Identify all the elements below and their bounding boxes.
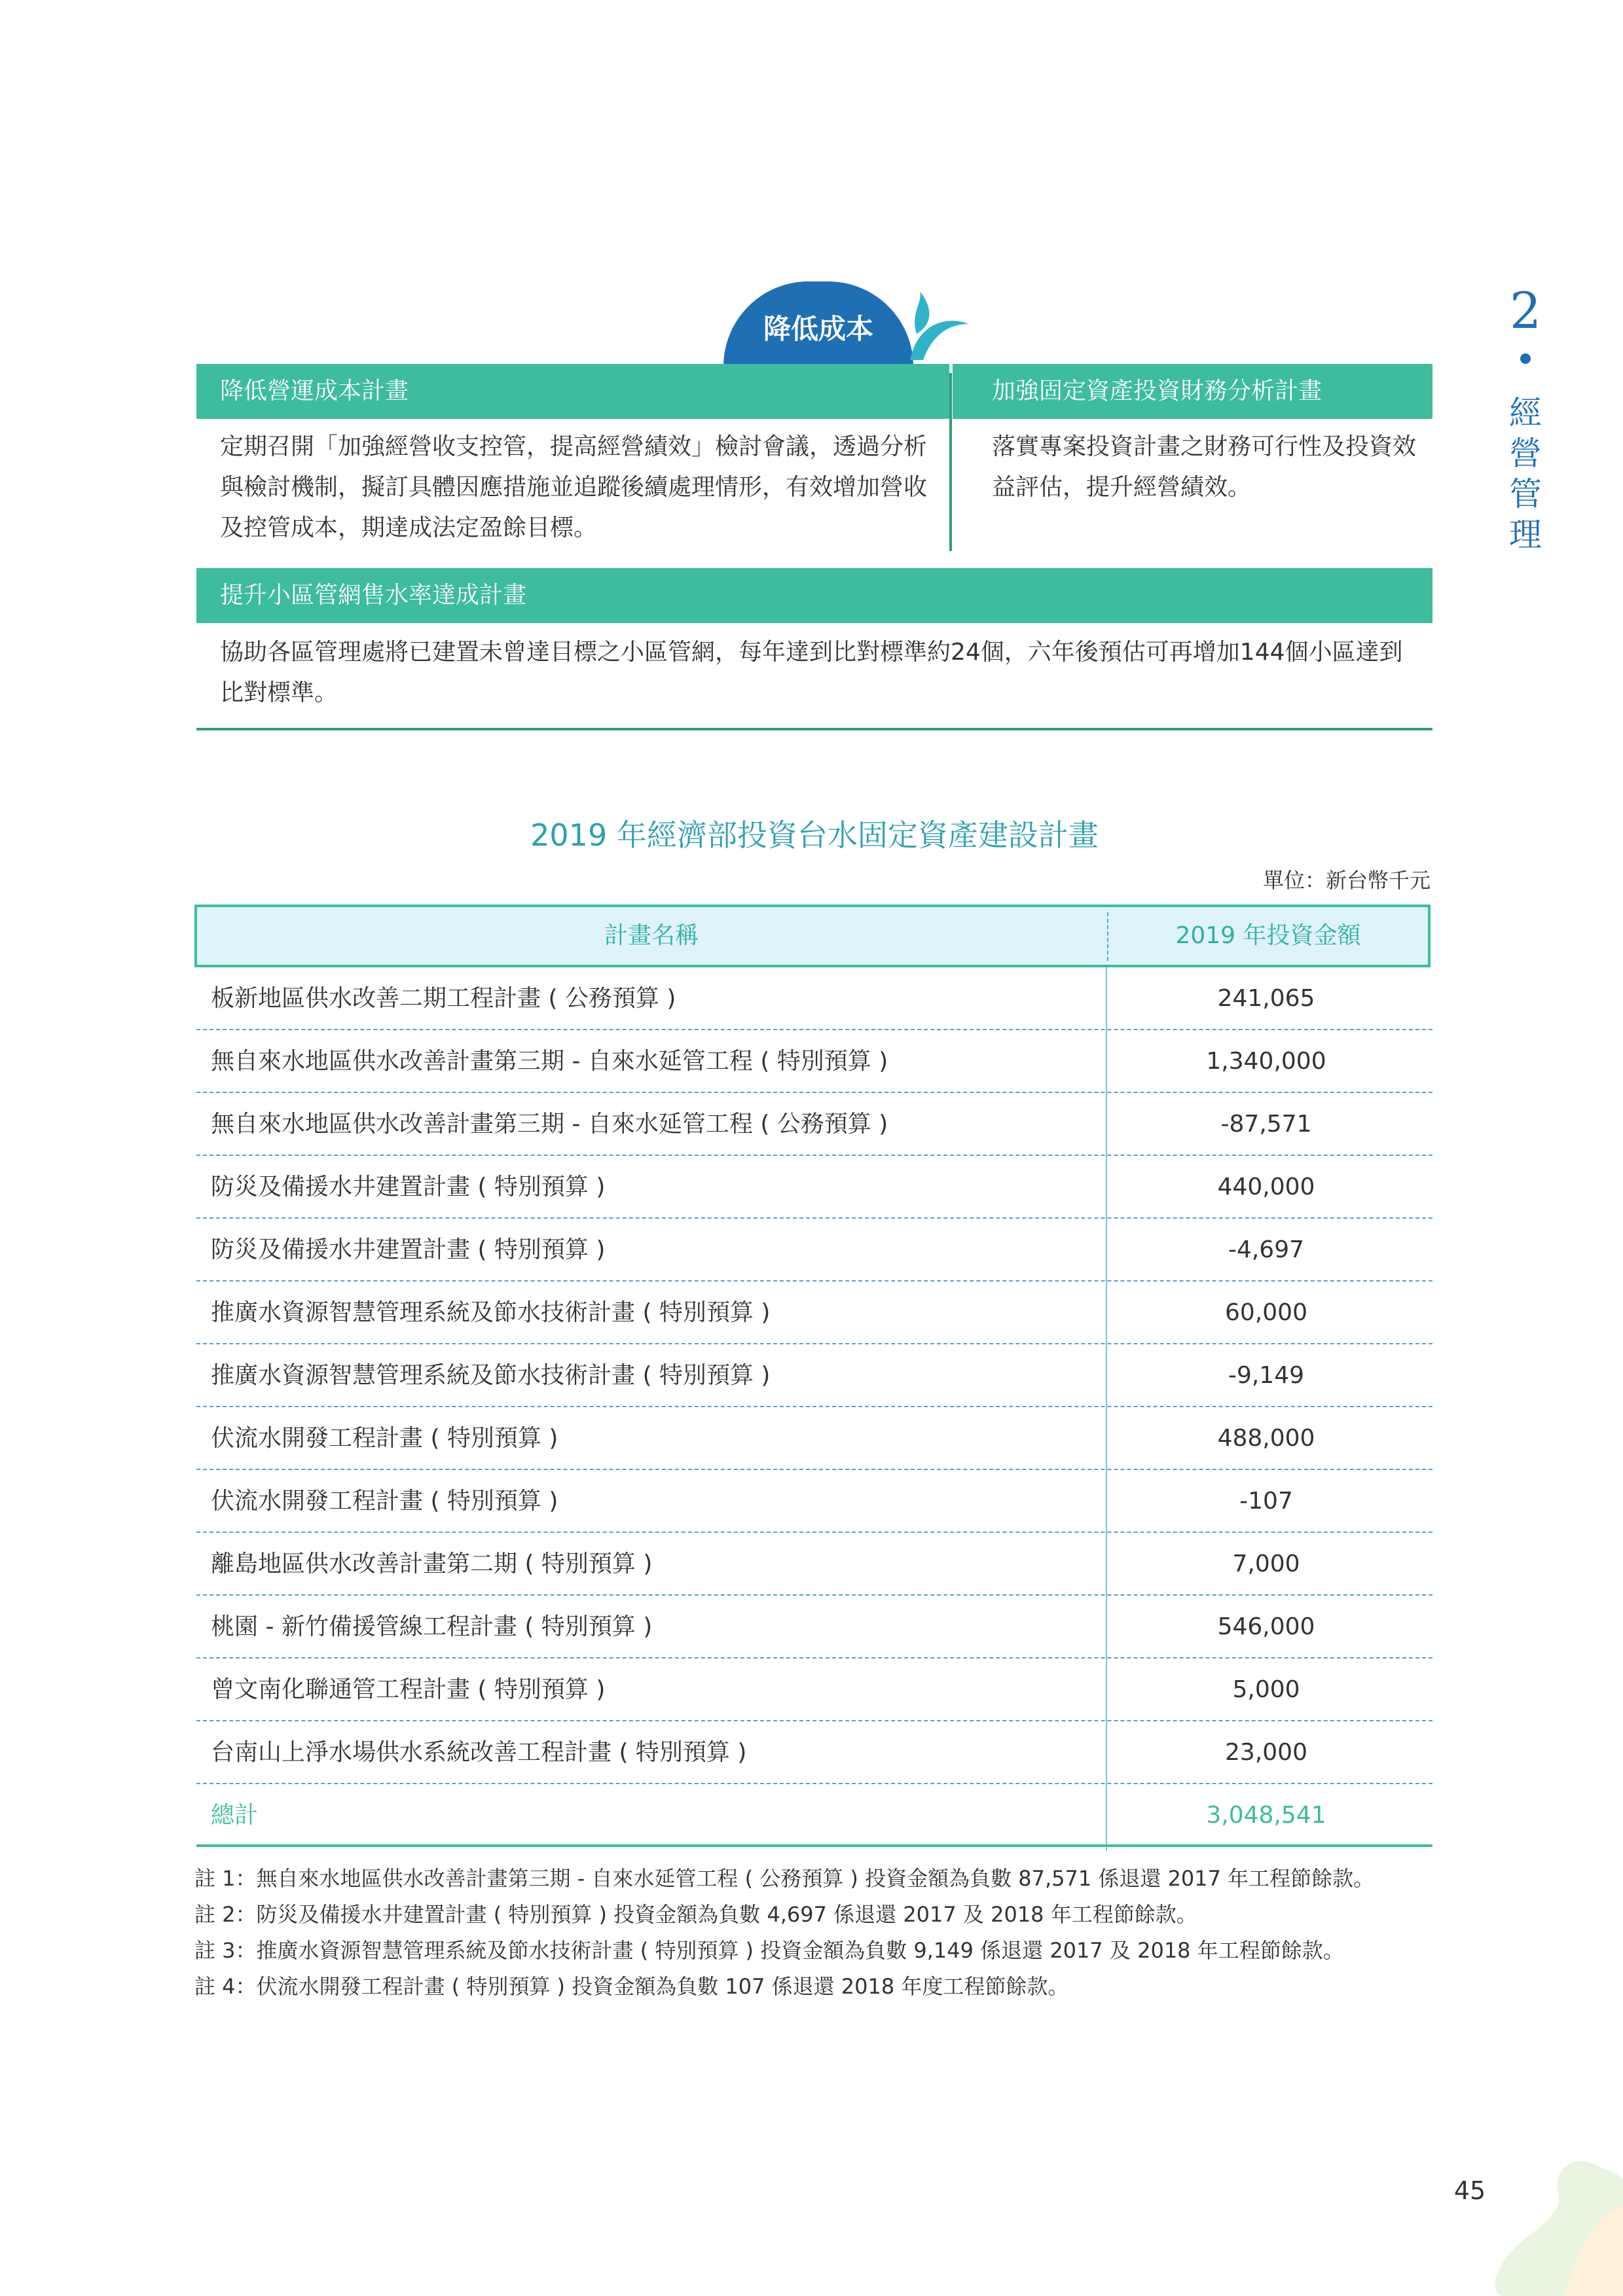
header-amount: 2019 年投資金額 [1175, 922, 1361, 949]
row-amount: 546,000 [1217, 1613, 1315, 1640]
plan-divider [949, 373, 952, 551]
plan-left-text: 定期召開「加強經營收支控管，提高經營績效」檢討會議，透過分析與檢討機制，擬訂具體因應措施並追蹤後續處理情形，有效增加營收及控管成本，期達成法定盈餘目標。 [220, 433, 928, 541]
note-4: 註 4：伏流水開發工程計畫 ( 特別預算 ) 投資金額為負數 107 係退還 2018 年度工程節餘款。 [194, 1974, 1069, 1999]
table-row [196, 1156, 1432, 1219]
plan-right-title: 加強固定資產投資財務分析計畫 [953, 364, 1432, 419]
row-amount: 7,000 [1232, 1551, 1300, 1577]
note-1: 註 1：無自來水地區供水改善計畫第三期 - 自來水延管工程 ( 公務預算 ) 投資金額為負數 87,571 係退還 2017 年工程節餘款。 [194, 1866, 1375, 1891]
row-plan-name: 曾文南化聯通管工程計畫 ( 特別預算 ) [211, 1676, 606, 1703]
table-header [194, 905, 1431, 967]
water-splash-icon [903, 288, 976, 367]
unit-label: 單位：新台幣千元 [1262, 868, 1431, 893]
row-plan-name: 無自來水地區供水改善計畫第三期 - 自來水延管工程 ( 公務預算 ) [211, 1111, 888, 1138]
table-row [196, 1093, 1432, 1156]
row-amount: 23,000 [1225, 1739, 1307, 1766]
table-notes [194, 1861, 1438, 2005]
table-row [196, 1533, 1432, 1596]
row-plan-name: 伏流水開發工程計畫 ( 特別預算 ) [211, 1488, 558, 1515]
chapter-dot [1520, 353, 1531, 364]
total-amount: 3,048,541 [1206, 1802, 1326, 1829]
row-amount: 60,000 [1225, 1299, 1307, 1326]
table-total-row [196, 1784, 1432, 1847]
row-amount: 241,065 [1217, 985, 1315, 1012]
note-2: 註 2：防災及備援水井建置計畫 ( 特別預算 ) 投資金額為負數 4,697 係退還 2017 及 2018 年工程節餘款。 [194, 1902, 1197, 1927]
table-row [196, 1470, 1432, 1533]
table-body [196, 967, 1432, 1847]
row-amount: -4,697 [1228, 1236, 1305, 1263]
table-row [196, 1344, 1432, 1407]
row-plan-name: 防災及備援水井建置計畫 ( 特別預算 ) [211, 1236, 606, 1263]
section-badge-label: 降低成本 [763, 313, 873, 345]
plan-left-title: 降低營運成本計畫 [196, 364, 949, 419]
table-row [196, 1721, 1432, 1784]
table-row [196, 1219, 1432, 1282]
table-row [196, 1282, 1432, 1344]
row-amount: -9,149 [1228, 1362, 1305, 1389]
header-plan-name: 計畫名稱 [604, 922, 699, 949]
row-amount: -107 [1239, 1488, 1293, 1515]
table-row [196, 967, 1432, 1030]
table-row [196, 1596, 1432, 1659]
row-plan-name: 板新地區供水改善二期工程計畫 ( 公務預算 ) [211, 985, 676, 1012]
table-title: 2019 年經濟部投資台水固定資產建設計畫 [530, 817, 1099, 853]
table-row [196, 1659, 1432, 1721]
chapter-title: 經營管理 [1509, 394, 1542, 554]
row-plan-name: 推廣水資源智慧管理系統及節水技術計畫 ( 特別預算 ) [211, 1362, 771, 1389]
row-plan-name: 無自來水地區供水改善計畫第三期 - 自來水延管工程 ( 特別預算 ) [211, 1048, 888, 1075]
table-row [196, 1407, 1432, 1470]
note-3: 註 3：推廣水資源智慧管理系統及節水技術計畫 ( 特別預算 ) 投資金額為負數 9,149 係退還 2017 及 2018 年工程節餘款。 [194, 1938, 1344, 1963]
row-plan-name: 防災及備援水井建置計畫 ( 特別預算 ) [211, 1174, 606, 1200]
total-label: 總計 [211, 1802, 259, 1829]
row-plan-name: 台南山上淨水場供水系統改善工程計畫 ( 特別預算 ) [211, 1739, 747, 1766]
plan-full-title: 提升小區管網售水率達成計畫 [196, 568, 1432, 623]
page-number: 45 [1453, 2176, 1486, 2205]
row-amount: 440,000 [1217, 1174, 1315, 1200]
row-amount: -87,571 [1220, 1111, 1312, 1138]
plan-right-text: 落實專案投資計畫之財務可行性及投資效益評估，提升經營績效。 [992, 433, 1417, 501]
section-divider [196, 728, 1432, 730]
row-plan-name: 桃園 - 新竹備援管線工程計畫 ( 特別預算 ) [211, 1613, 653, 1640]
chapter-number: 2 [1509, 281, 1542, 340]
row-amount: 1,340,000 [1206, 1048, 1326, 1075]
row-plan-name: 離島地區供水改善計畫第二期 ( 特別預算 ) [211, 1551, 653, 1577]
row-amount: 488,000 [1217, 1425, 1315, 1452]
plan-full-text: 協助各區管理處將已建置未曾達目標之小區管網，每年達到比對標準約24個，六年後預估可再增加144個小區達到比對標準。 [220, 639, 1403, 706]
row-plan-name: 伏流水開發工程計畫 ( 特別預算 ) [211, 1425, 558, 1452]
table-row [196, 1030, 1432, 1093]
row-amount: 5,000 [1232, 1676, 1300, 1703]
row-plan-name: 推廣水資源智慧管理系統及節水技術計畫 ( 特別預算 ) [211, 1299, 771, 1326]
corner-blob-decoration [1467, 2153, 1623, 2296]
